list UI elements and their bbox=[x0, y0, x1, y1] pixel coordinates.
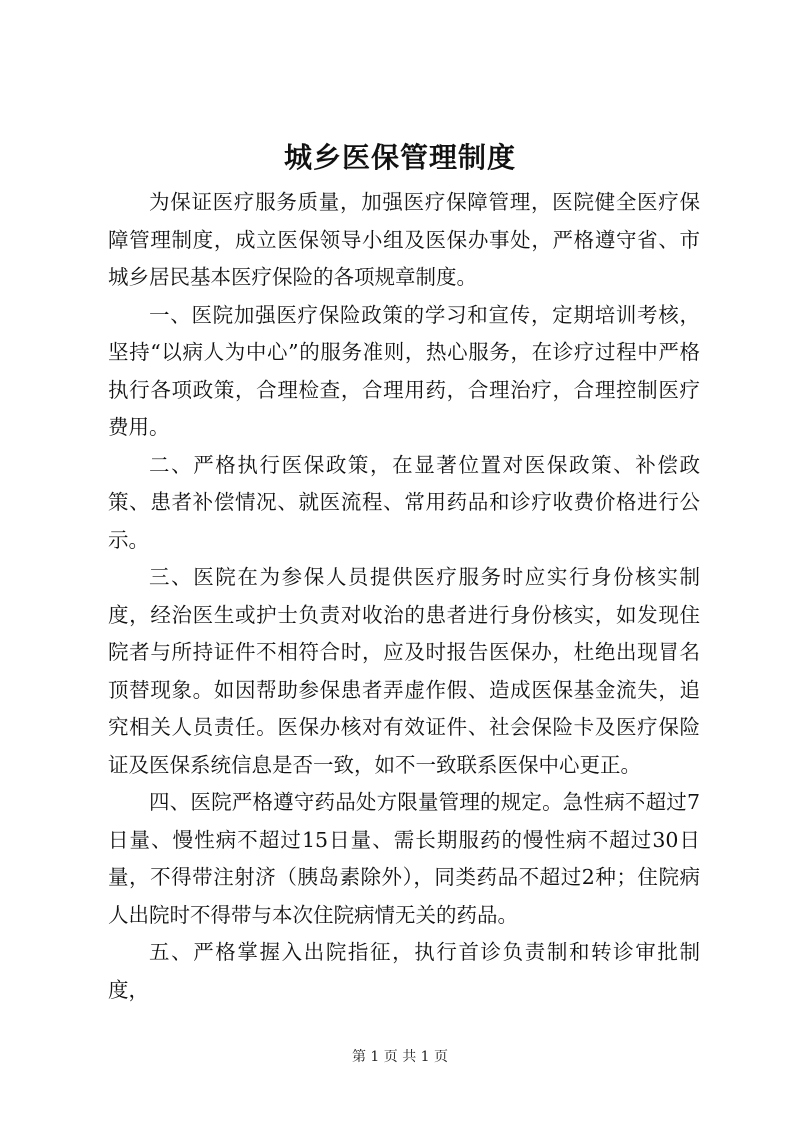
paragraph-item-2: 二、严格执行医保政策，在显著位置对医保政策、补偿政策、患者补偿情况、就医流程、常用药品和诊疗收费价格进行公示。 bbox=[108, 452, 700, 552]
document-title: 城乡医保管理制度 bbox=[283, 141, 516, 174]
paragraph-intro: 为保证医疗服务质量，加强医疗保障管理，医院健全医疗保障管理制度，成立医保领导小组及医保办事处，严格遵守省、市城乡居民基本医疗保险的各项规章制度。 bbox=[108, 190, 700, 289]
page-footer: 第 1 页 共 1 页 bbox=[351, 1049, 449, 1065]
paragraph-item-1: 一、医院加强医疗保险政策的学习和宣传，定期培训考核，坚持“以病人为中心”的服务准则，热心服务，在诊疗过程中严格执行各项政策，合理检查，合理用药，合理治疗，合理控制医疗费用。 bbox=[108, 302, 700, 439]
document-body bbox=[108, 184, 700, 1009]
paragraph-item-4: 四、医院严格遵守药品处方限量管理的规定。急性病不超过7日量、慢性病不超过15日量、需长期服药的慢性病不超过30日量，不得带注射济（胰岛素除外），同类药品不超过2种；住院病人出院时不得带与本次住院病情无关的药品。 bbox=[108, 790, 700, 927]
paragraph-item-5: 五、严格掌握入出院指征，执行首诊负责制和转诊审批制度， bbox=[108, 940, 700, 1002]
paragraph-item-3: 三、医院在为参保人员提供医疗服务时应实行身份核实制度，经治医生或护士负责对收治的患者进行身份核实，如发现住院者与所持证件不相符合时，应及时报告医保办，杜绝出现冒名顶替现象。如因帮助参保患者弄虚作假、造成医保基金流失，追究相关人员责任。医保办核对有效证件、社会保险卡及医疗保险证及医保系统信息是否一致，如不一致联系医保中心更正。 bbox=[108, 565, 700, 777]
